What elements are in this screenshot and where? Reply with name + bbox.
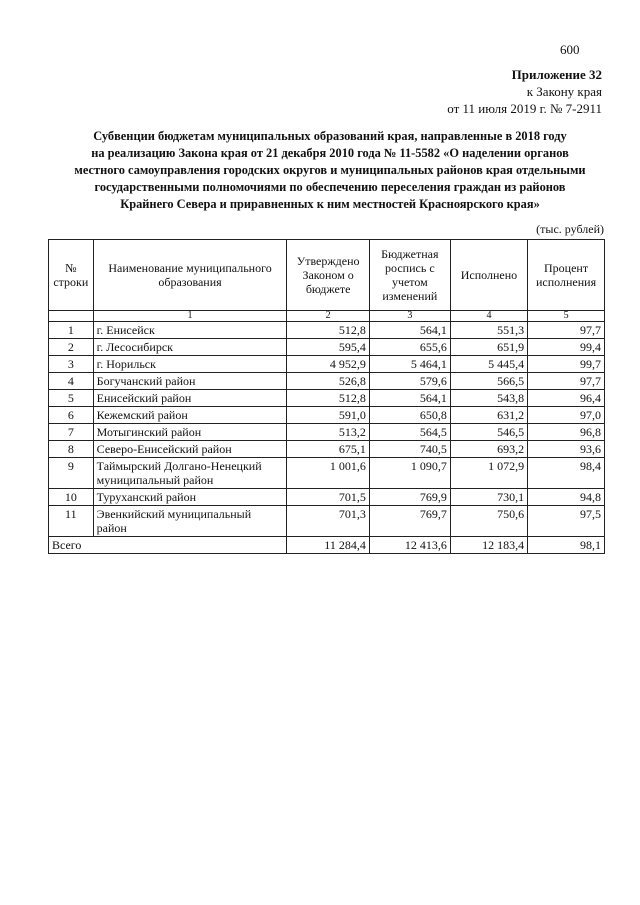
executed-value: 651,9 <box>450 339 527 356</box>
percent-value: 97,5 <box>528 506 605 537</box>
table-row <box>49 339 605 356</box>
row-number: 11 <box>49 506 94 537</box>
municipality-name: Северо-Енисейский район <box>93 441 287 458</box>
schedule-value: 769,9 <box>369 489 450 506</box>
executed-value: 551,3 <box>450 322 527 339</box>
schedule-value: 655,6 <box>369 339 450 356</box>
column-number-row <box>49 311 605 322</box>
column-number: 5 <box>528 311 605 322</box>
header-budget-schedule: Бюджетная роспись с учетом изменений <box>369 240 450 311</box>
executed-value: 543,8 <box>450 390 527 407</box>
row-number: 3 <box>49 356 94 373</box>
schedule-value: 564,1 <box>369 390 450 407</box>
table-body <box>49 322 605 554</box>
units-label: (тыс. рублей) <box>536 222 604 236</box>
total-percent: 98,1 <box>528 537 605 554</box>
total-row <box>49 537 605 554</box>
table-row <box>49 458 605 489</box>
total-approved: 11 284,4 <box>287 537 369 554</box>
title-line: Крайнего Севера и приравненных к ним местностей Красноярского края» <box>120 197 540 211</box>
row-number: 7 <box>49 424 94 441</box>
table-row <box>49 424 605 441</box>
header-row-number: № строки <box>49 240 94 311</box>
table-row <box>49 441 605 458</box>
approved-value: 1 001,6 <box>287 458 369 489</box>
executed-value: 693,2 <box>450 441 527 458</box>
municipality-name: г. Енисейск <box>93 322 287 339</box>
executed-value: 1 072,9 <box>450 458 527 489</box>
document-title <box>45 128 615 213</box>
page-number: 600 <box>560 42 580 57</box>
title-line: Субвенции бюджетам муниципальных образований края, направленные в 2018 году <box>93 129 567 143</box>
table-row <box>49 356 605 373</box>
schedule-value: 579,6 <box>369 373 450 390</box>
row-number: 1 <box>49 322 94 339</box>
total-label: Всего <box>49 537 287 554</box>
approved-value: 591,0 <box>287 407 369 424</box>
total-schedule: 12 413,6 <box>369 537 450 554</box>
column-number <box>49 311 94 322</box>
appendix-reference <box>447 66 602 117</box>
header-approved: Утверждено Законом о бюджете <box>287 240 369 311</box>
percent-value: 97,7 <box>528 373 605 390</box>
approved-value: 595,4 <box>287 339 369 356</box>
column-number: 4 <box>450 311 527 322</box>
approved-value: 513,2 <box>287 424 369 441</box>
executed-value: 631,2 <box>450 407 527 424</box>
municipality-name: Эвенкийский муниципальный район <box>93 506 287 537</box>
row-number: 10 <box>49 489 94 506</box>
percent-value: 93,6 <box>528 441 605 458</box>
row-number: 5 <box>49 390 94 407</box>
municipality-name: Мотыгинский район <box>93 424 287 441</box>
schedule-value: 564,1 <box>369 322 450 339</box>
row-number: 6 <box>49 407 94 424</box>
percent-value: 98,4 <box>528 458 605 489</box>
table-row <box>49 489 605 506</box>
municipality-name: Кежемский район <box>93 407 287 424</box>
total-executed: 12 183,4 <box>450 537 527 554</box>
executed-value: 5 445,4 <box>450 356 527 373</box>
table-row <box>49 506 605 537</box>
municipality-name: г. Лесосибирск <box>93 339 287 356</box>
schedule-value: 740,5 <box>369 441 450 458</box>
schedule-value: 769,7 <box>369 506 450 537</box>
table-row <box>49 322 605 339</box>
executed-value: 566,5 <box>450 373 527 390</box>
column-number: 3 <box>369 311 450 322</box>
schedule-value: 1 090,7 <box>369 458 450 489</box>
appendix-law: к Закону края <box>526 84 602 99</box>
approved-value: 4 952,9 <box>287 356 369 373</box>
appendix-date: от 11 июля 2019 г. № 7-2911 <box>447 101 602 116</box>
row-number: 8 <box>49 441 94 458</box>
percent-value: 99,7 <box>528 356 605 373</box>
header-row <box>49 240 605 311</box>
title-line: государственными полномочиями по обеспечению переселения граждан из районов <box>94 180 566 194</box>
table-row <box>49 390 605 407</box>
row-number: 2 <box>49 339 94 356</box>
schedule-value: 650,8 <box>369 407 450 424</box>
header-executed: Исполнено <box>450 240 527 311</box>
header-municipality: Наименование муниципального образования <box>93 240 287 311</box>
header-percent: Процент исполнения <box>528 240 605 311</box>
percent-value: 97,7 <box>528 322 605 339</box>
municipality-name: Енисейский район <box>93 390 287 407</box>
percent-value: 96,8 <box>528 424 605 441</box>
municipality-name: г. Норильск <box>93 356 287 373</box>
subvention-table <box>48 239 605 554</box>
schedule-value: 564,5 <box>369 424 450 441</box>
title-line: местного самоуправления городских округов и муниципальных районов края отдельными <box>74 163 586 177</box>
percent-value: 97,0 <box>528 407 605 424</box>
executed-value: 546,5 <box>450 424 527 441</box>
table-row <box>49 407 605 424</box>
percent-value: 96,4 <box>528 390 605 407</box>
row-number: 4 <box>49 373 94 390</box>
table-row <box>49 373 605 390</box>
column-number: 2 <box>287 311 369 322</box>
approved-value: 701,5 <box>287 489 369 506</box>
schedule-value: 5 464,1 <box>369 356 450 373</box>
approved-value: 512,8 <box>287 322 369 339</box>
approved-value: 526,8 <box>287 373 369 390</box>
municipality-name: Туруханский район <box>93 489 287 506</box>
approved-value: 675,1 <box>287 441 369 458</box>
executed-value: 750,6 <box>450 506 527 537</box>
percent-value: 94,8 <box>528 489 605 506</box>
municipality-name: Таймырский Долгано-Ненецкий муниципальный район <box>93 458 287 489</box>
approved-value: 701,3 <box>287 506 369 537</box>
percent-value: 99,4 <box>528 339 605 356</box>
executed-value: 730,1 <box>450 489 527 506</box>
title-line: на реализацию Закона края от 21 декабря 2010 года № 11-5582 «О наделении органов <box>91 146 569 160</box>
column-number: 1 <box>93 311 287 322</box>
municipality-name: Богучанский район <box>93 373 287 390</box>
approved-value: 512,8 <box>287 390 369 407</box>
appendix-title: Приложение 32 <box>511 67 602 82</box>
row-number: 9 <box>49 458 94 489</box>
